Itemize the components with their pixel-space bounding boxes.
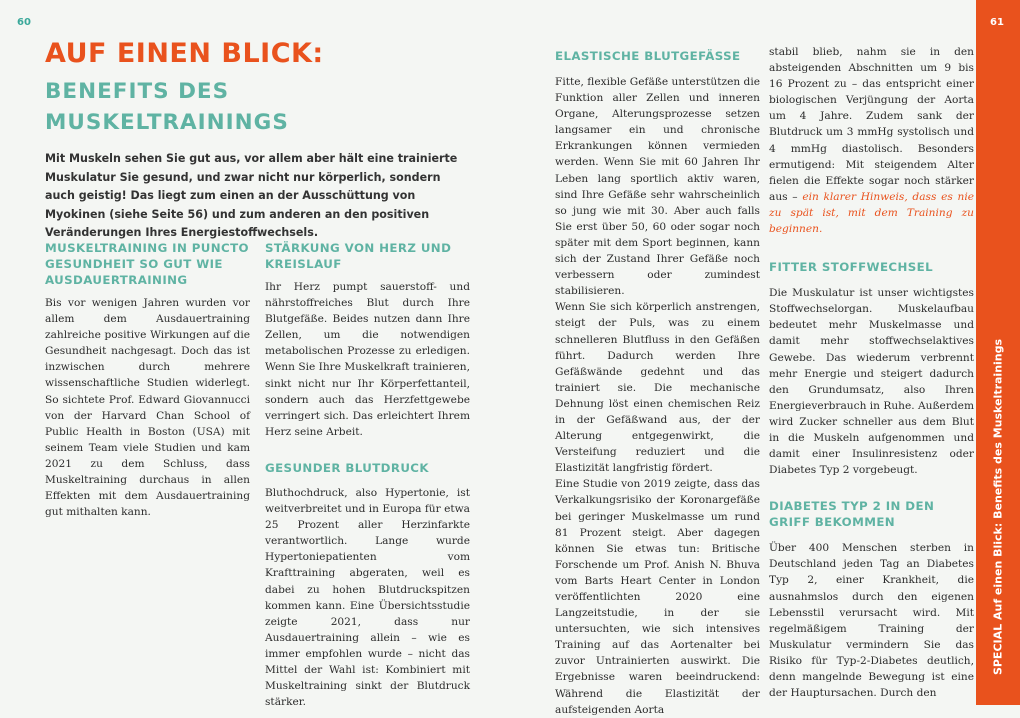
text-diabetes: Über 400 Menschen sterben in Deutschland jeden Tag an Diabetes Typ 2, einer Krankheit, die ausnahmslos durch den eigenen Lebensstil verursacht wird. Mit regelmäßigem Training der Muskulatur vermindern Sie das Risiko für Typ-2-Diabetes deutlich, denn mangelnde Bewegung ist eine der Hauptursachen. Durch den	[769, 542, 974, 700]
text-stoffwechsel: Die Muskulatur ist unser wichtigstes Stoffwechselorgan. Muskelaufbau bedeutet mehr Muskelmasse und damit mehr stoffwechselaktives Gewebe. Das wiederum verbrennt mehr Energie und steigert dadurch den Grundumsatz, also Ihren Energieverbrauch in Ruhe. Außerdem wird Zucker schneller aus dem Blut in die Muskeln aufgenommen und damit einer Insulinresistenz oder Diabetes Typ 2 vorgebeugt.	[769, 287, 974, 477]
text-gefaesse-3: Eine Studie von 2019 zeigte, dass das Verkalkungsrisiko der Koronargefäße bei geringer Muskelmasse um rund 81 Prozent steigt. Aber dagegen können Sie etwas tun: Britische Forschende um Prof. Anish N. Bhuva vom Barts Heart Center in London veröffentlichten 2020 eine Langzeitstudie, in der sie untersuchten, wie sich intensives Training auf das Aortenalter bei zuvor Untrainierten auswirkt. Die Ergebnisse waren beeindruckend: Während die Elastizität der aufsteigenden Aorta	[555, 478, 760, 716]
page-subtitle: BENEFITS DES MUSKELTRAININGS	[45, 79, 289, 135]
text-blutdruck: Bluthochdruck, also Hypertonie, ist weitverbreitet und in Europa für etwa 25 Prozent aller Herzinfarkte verantwortlich. Lange wurde Hypertoniepatienten vom Krafttraining abgeraten, weil es dabei zu hohen Blutdruckspitzen kommen kann. Eine Übersichtsstudie zeigte 2021, dass nur Ausdauertraining allein – wie es immer empfohlen wurde – nicht das Mittel der Wahl ist: Kombiniert mit Muskeltraining sinkt der Blutdruck stärker.	[265, 486, 470, 709]
column-ausdauer	[45, 240, 250, 520]
column-gefaesse	[555, 48, 760, 718]
text-ausdauer: Bis vor wenigen Jahren wurden vor allem dem Ausdauertraining zahlreiche positive Wirkungen auf die Gesundheit nachgesagt. Doch das ist inzwischen durch mehrere wissenschaftliche Studien widerlegt. So sichtete Prof. Edward Giovannucci von der Harvard Chan School of Public Health in Boston (USA) mit seinem Team viele Studien und kam 2021 zu dem Schluss, dass Muskeltraining durchaus in allen Effekten mit dem Ausdauertraining gut mithalten kann.	[45, 297, 250, 519]
page-number-right: 61	[990, 17, 1004, 28]
text-gefaesse-continued	[769, 44, 974, 237]
text-gefaesse-continued-body: stabil blieb, nahm sie in den absteigenden Abschnitten um 9 bis 16 Prozent zu – das entspricht einer biologischen Verjüngung der Aorta um 4 Jahre. Zudem sank der Blutdruck um 3 mmHg systolisch und 4 mmHg diastolisch. Besonders ermutigend: Mit steigendem Alter fielen die Effekte sogar noch stärker aus –	[769, 46, 974, 203]
heading-gefaesse: ELASTISCHE BLUTGEFÄSSE	[555, 49, 741, 63]
column-stoffwechsel-diabetes	[769, 44, 974, 701]
column-herz-blutdruck	[265, 240, 470, 710]
heading-ausdauer: MUSKELTRAINING IN PUNCTO GESUNDHEIT SO GUT WIE AUSDAUERTRAINING	[45, 241, 249, 287]
text-gefaesse-1: Fitte, flexible Gefäße unterstützen die Funktion aller Zellen und inneren Organe, Alterungsprozesse setzen langsamer ein und chronische Erkrankungen können vermieden werden. Wenn Sie mit 60 Jahren Ihr Leben lang sportlich aktiv waren, sind Ihre Gefäße sehr wahrscheinlich so jung wie mit 30. Aber auch falls Sie erst über 50, 60 oder sogar noch später mit dem Sport beginnen, kann sich der Zustand Ihrer Gefäße noch verbessern oder zumindest stabilisieren.	[555, 76, 760, 298]
page-number-left: 60	[17, 17, 31, 28]
sidebar-label: SPECIAL Auf einen Blick: Benefits des Muskeltrainings	[991, 338, 1005, 676]
heading-herz: STÄRKUNG VON HERZ UND KREISLAUF	[265, 241, 452, 271]
heading-stoffwechsel: FITTER STOFFWECHSEL	[769, 260, 934, 275]
text-gefaesse-2: Wenn Sie sich körperlich anstrengen, steigt der Puls, was zu einem schnelleren Blutfluss in den Gefäßen führt. Dadurch werden Ihre Gefäßwände gedehnt und das trainiert sie. Die mechanische Dehnung löst einen chemischen Reiz in der Gefäßwand aus, der der Alterung entgegenwirkt, die Versteifung reduziert und die Elastizität langfristig fördert.	[555, 301, 760, 475]
page-title: AUF EINEN BLICK:	[45, 38, 324, 69]
heading-diabetes: DIABETES TYP 2 IN DEN GRIFF BEKOMMEN	[769, 499, 935, 530]
intro-paragraph: Mit Muskeln sehen Sie gut aus, vor allem aber hält eine trainierte Muskulatur Sie gesund, und zwar nicht nur körperlich, sondern auch geistig! Das liegt zum einen an der Ausschüttung von Myokinen (siehe Seite 56) und zum anderen an den positiven Veränderungen Ihres Energiestoffwechsels.	[45, 152, 458, 240]
text-herz: Ihr Herz pumpt sauerstoff- und nährstoffreiches Blut durch Ihre Blutgefäße. Beides nutzen dann Ihre Zellen, um die notwendigen metabolischen Prozesse zu erledigen. Wenn Sie Ihre Muskelkraft trainieren, sinkt nicht nur Ihr Körperfettanteil, sondern auch das Herzfettgewebe verringert sich. Das erleichtert Ihrem Herz seine Arbeit.	[265, 281, 470, 438]
heading-blutdruck: GESUNDER BLUTDRUCK	[265, 460, 429, 475]
emphasis-quote: ein klarer Hinweis, dass es nie zu spät ist, mit dem Training zu beginnen.	[769, 190, 974, 236]
